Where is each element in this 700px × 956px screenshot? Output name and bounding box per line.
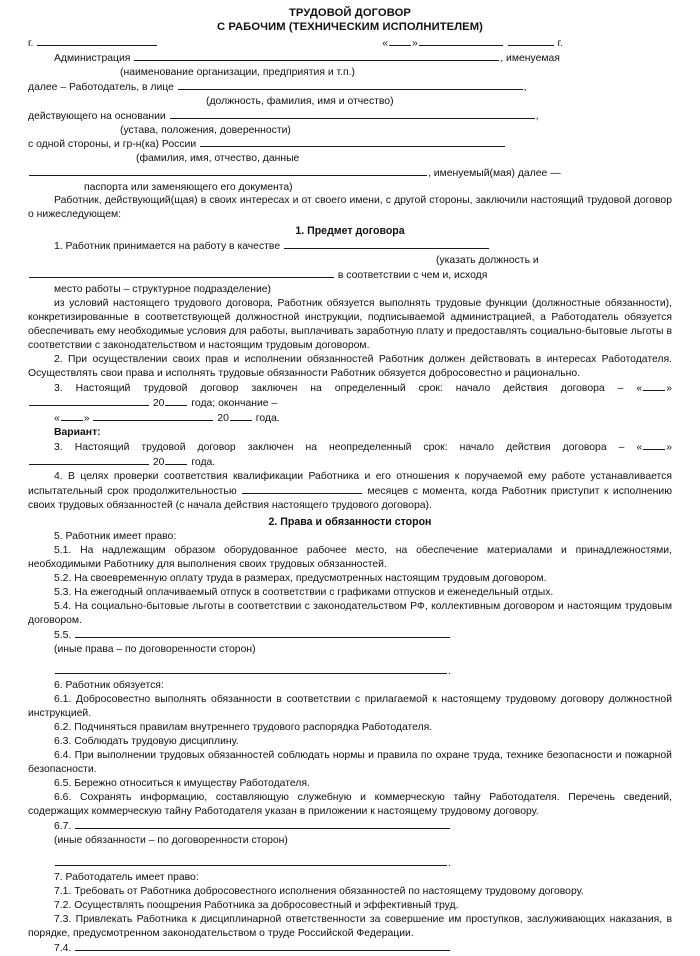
employer-line-tail: , [523, 82, 527, 93]
passport-data-blank[interactable] [29, 166, 427, 176]
year-suffix-label: г. [557, 38, 563, 50]
item-2-paragraph: 2. При осуществлении своих прав и исполнении обязанностей Работник должен действовать в интересах Работодателя. Осуществлять свои права и исполнять трудовые обязанности Работник обязуется добросовестно и рационально. [28, 353, 672, 379]
basis-document-blank[interactable] [170, 109, 535, 119]
item-3-variant-paragraph [28, 440, 672, 455]
item-3-year-label: 20 [152, 397, 165, 409]
item-6-4-paragraph: 6.4. При выполнении трудовых обязанностей соблюдать нормы и правила по охране труда, технике безопасности и пожарной безопасности. [28, 750, 672, 776]
acting-tail: , [535, 110, 539, 122]
item-1-row [28, 239, 672, 254]
item-7-3-paragraph: 7.3. Привлекать Работника к дисциплинарной ответственности за совершение им проступков, заслуживающих наказания, в порядке, предусмотренном законодательством о труде Российской Федерации. [28, 913, 672, 939]
item-6-1-paragraph: 6.1. Добросовестно выполнять обязанности в соответствии с прилагаемой к настоящему трудовому договору должностной инструкцией. [28, 694, 672, 720]
caption-organization-name: (наименование организации, предприятия и т.п.) [120, 67, 356, 79]
caption-other-rights: (иные права – по договоренности сторон) [54, 643, 256, 655]
job-title-blank[interactable] [284, 239, 489, 249]
item-6-7-row [28, 819, 672, 834]
other-rights-blank-2[interactable] [55, 664, 447, 674]
item-7-1-paragraph: 7.1. Требовать от Работника добросовестного исполнения обязанностей по настоящему трудовому договору. [54, 885, 584, 897]
document-title-line-1: ТРУДОВОЙ ДОГОВОР [289, 7, 411, 19]
item-5-3-paragraph: 5.3. На ежегодный оплачиваемый отпуск в соответствии с графиками отпусков и еженедельный отдых. [54, 586, 554, 598]
document-title-line-2: С РАБОЧИМ (ТЕХНИЧЕСКИМ ИСПОЛНИТЕЛЕМ) [217, 21, 483, 34]
other-duties-blank-2[interactable] [55, 856, 447, 866]
employer-representative-row [28, 80, 672, 95]
conditions-paragraph: из условий настоящего трудового договора, Работник обязуется выполнять трудовые функции (должностные обязанности), конкретизированные в соответствующей должностной инструкции, подписываемой администрацией, а Работодатель обязуется обеспечивать ему необходимые условия для работы, выплачивать заработную плату и предоставлять социально-бытовые льготы в соответствии с законодательством и настоящим трудовым договором. [28, 297, 672, 351]
workplace-blank[interactable] [29, 268, 334, 278]
item-1-tail: в соответствии с чем и, исходя [337, 269, 488, 281]
caption-charter: (устава, положения, доверенности) [120, 124, 291, 136]
other-rights-continuation-row [28, 664, 672, 679]
item-7-2-paragraph: 7.2. Осуществлять поощрения Работника за добросовестный и эффективный труд. [54, 899, 459, 911]
acting-on-basis-row [28, 109, 672, 124]
item-3-head: 3. Настоящий трудовой договор заключен на определенный срок: начало действия договора – « [54, 382, 643, 394]
item-3-end-year-blank[interactable] [230, 411, 252, 421]
caption-other-duties: (иные обязанности – по договоренности сторон) [54, 835, 288, 847]
variant-label: Вариант: [54, 426, 101, 438]
item-6-6-paragraph: 6.6. Сохранять информацию, составляющую служебную и коммерческую тайну Работодателя. Перечень сведений, содержащих коммерческую тайну Работодателя указан в приложении к настоящему трудовому договору. [28, 792, 672, 818]
item-6-7-number: 6.7. [54, 821, 72, 833]
item-3-year-blank[interactable] [165, 396, 187, 406]
item-3-second-row [28, 396, 672, 411]
item-6-heading: 6. Работник обязуется: [54, 680, 164, 692]
item-7-heading: 7. Работодатель имеет право: [54, 871, 199, 883]
item-3-end-quote-close: » [83, 412, 90, 424]
item-3-end-quote-open: « [54, 412, 60, 424]
other-rights-blank[interactable] [75, 628, 450, 638]
administration-label: Администрация [54, 53, 131, 65]
item-3-quote-close: » [666, 382, 672, 394]
item-3-end-row [28, 411, 672, 426]
caption-fio: (фамилия, имя, отчество, данные [136, 153, 300, 165]
section-2-heading: 2. Права и обязанности сторон [268, 515, 432, 528]
item-5-2-paragraph: 5.2. На своевременную оплату труда в размерах, предусмотренных настоящим трудовым договором. [54, 572, 547, 584]
caption-passport: паспорта или заменяющего его документа) [84, 181, 293, 193]
day-blank[interactable] [389, 36, 411, 46]
rights-tail-punct: . [448, 666, 451, 678]
item-3-variant-second-row [28, 455, 672, 470]
item-1-text: 1. Работник принимается на работу в качестве [54, 241, 281, 253]
item-3-variant-year-tail: года. [191, 456, 216, 468]
section-1-heading: 1. Предмет договора [295, 225, 405, 238]
item-3-variant-head: 3. Настоящий трудовой договор заключен на неопределенный срок: начало действия договора – « [54, 441, 643, 453]
employer-label: далее – Работодатель, в лице [28, 82, 174, 93]
passport-row [28, 166, 672, 181]
item-3-year-tail: года; окончание – [191, 397, 278, 409]
one-party-label: с одной стороны, и гр-н(ка) России [28, 139, 197, 151]
acting-on-basis-label: действующего на основании [28, 110, 166, 122]
year-blank[interactable] [508, 36, 554, 46]
other-employer-rights-blank[interactable] [75, 941, 450, 951]
item-6-3-paragraph: 6.3. Соблюдать трудовую дисциплину. [54, 736, 239, 748]
caption-representative: (должность, фамилия, имя и отчество) [206, 96, 394, 107]
item-3-variant-year-blank[interactable] [165, 455, 187, 465]
item-4-mid: месяцев с момента, когда Работник приступит к исполнению своих трудовых обязанностей (с начала действия настоящего трудового договора). [28, 485, 672, 511]
month-blank[interactable] [419, 36, 503, 46]
item-5-5-row [28, 628, 672, 643]
duties-tail-punct: . [448, 857, 451, 869]
item-5-heading: 5. Работник имеет право: [54, 530, 177, 542]
date-quote-close: » [411, 38, 418, 50]
item-5-5-number: 5.5. [54, 629, 72, 641]
item-7-4-row [28, 941, 672, 956]
city-prefix-label: г. [28, 38, 34, 50]
item-5-1-paragraph: 5.1. На надлежащим образом оборудованное рабочее место, на обеспечение материалами и принадлежностями, необходимыми Работнику для выполнения своих трудовых обязанностей. [28, 544, 672, 570]
representative-blank[interactable] [178, 80, 523, 90]
caption-workplace: место работы – структурное подразделение) [54, 283, 271, 295]
other-duties-continuation-row [28, 856, 672, 871]
item-3-end-year-tail: года. [255, 412, 280, 424]
item-7-4-number: 7.4. [54, 942, 72, 954]
administration-named-suffix: , именуемая [500, 53, 560, 65]
date-quote-open: « [382, 38, 388, 50]
named-hereafter-label: , именуемый(мая) далее — [428, 167, 561, 179]
item-3-paragraph [28, 381, 672, 396]
probation-months-blank[interactable] [242, 484, 362, 494]
item-3-day-blank[interactable] [643, 381, 665, 391]
item-3-variant-month-blank[interactable] [29, 455, 149, 465]
organization-name-blank[interactable] [134, 51, 499, 61]
item-3-variant-quote-close: » [666, 441, 672, 453]
city-and-date-row [28, 36, 672, 51]
item-3-month-blank[interactable] [29, 396, 149, 406]
item-3-end-day-blank[interactable] [61, 411, 83, 421]
item-4-paragraph [28, 470, 672, 513]
other-duties-blank[interactable] [75, 819, 450, 829]
city-field-group [28, 36, 382, 51]
item-5-4-paragraph: 5.4. На социально-бытовые льготы в соответствии с законодательством РФ, коллективным договором и настоящим трудовым договором. [28, 600, 672, 626]
employee-fio-blank[interactable] [200, 137, 505, 147]
item-1-continuation-row [28, 268, 672, 283]
caption-job-title: (указать должность и [436, 255, 539, 267]
item-3-variant-year-label: 20 [152, 456, 165, 468]
date-field-group [382, 36, 672, 51]
employee-party-row [28, 137, 672, 152]
item-6-5-paragraph: 6.5. Бережно относиться к имуществу Работодателя. [54, 778, 310, 790]
item-4-head: 4. В целях проверки соответствия квалификации Работника и его отношения к поручаемой ему работе устанавливается испытательный срок продолжительностью [28, 470, 672, 497]
item-3-end-year-label: 20 [217, 412, 229, 424]
worker-intro-paragraph: Работник, действующий(щая) в своих интересах и от своего имени, с другой стороны, заключили настоящий трудовой договор о нижеследующем: [28, 195, 672, 221]
item-6-2-paragraph: 6.2. Подчиняться правилам внутреннего трудового распорядка Работодателя. [54, 722, 433, 734]
item-3-end-month-blank[interactable] [93, 411, 213, 421]
administration-row [28, 51, 672, 66]
item-3-variant-day-blank[interactable] [643, 440, 665, 450]
city-blank[interactable] [37, 36, 157, 46]
